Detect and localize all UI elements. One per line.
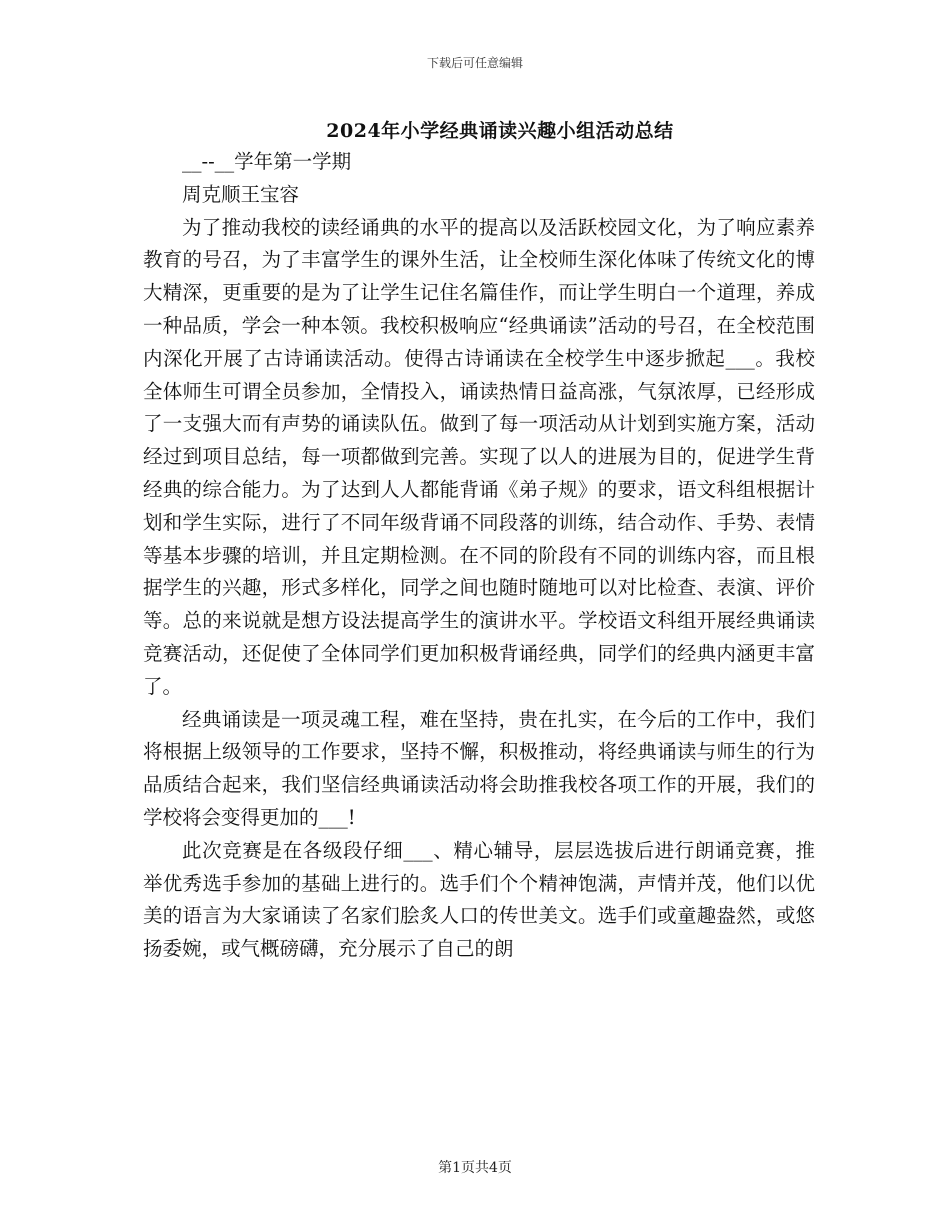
paragraph-1: 为了推动我校的读经诵典的水平的提高以及活跃校园文化，为了响应素养教育的号召，为了丰富学生的课外生活，让全校师生深化体味了传统文化的博大精深，更重要的是为了让学生记住名篇佳作，而让学生明白一个道理，养成一种品质，学会一种本领。我校积极响应“经典诵读”活动的号召，在全校范围内深化开展了古诗诵读活动。使得古诗诵读在全校学生中逐步掀起___。我校全体师生可谓全员参加，全情投入，诵读热情日益高涨，气氛浓厚，已经形成了一支强大而有声势的诵读队伍。做到了每一项活动从计划到实施方案，活动经过到项目总结，每一项都做到完善。实现了以人的进展为目的，促进学生背经典的综合能力。为了达到人人都能背诵《弟子规》的要求，语文科组根据计划和学生实际，进行了不同年级背诵不同段落的训练，结合动作、手势、表情等基本步骤的培训，并且定期检测。在不同的阶段有不同的训练内容，而且根据学生的兴趣，形式多样化，同学之间也随时随地可以对比检查、表演、评价等。总的来说就是想方设法提高学生的演讲水平。学校语文科组开展经典诵读竞赛活动，还促使了全体同学们更加积极背诵经典，同学们的经典内涵更丰富了。 bbox=[143, 215, 815, 698]
paragraph-3: 此次竞赛是在各级段仔细___、精心辅导，层层选拔后进行朗诵竞赛，推举优秀选手参加的基础上进行的。选手们个个精神饱满，声情并茂，他们以优美的语言为大家诵读了名家们脍炙人口的传世美文。选手们或童趣盎然，或悠扬委婉，或气概磅礴，充分展示了自己的朗 bbox=[143, 838, 815, 961]
authors-line: 周克顺王宝容 bbox=[182, 182, 300, 206]
paragraph-2: 经典诵读是一项灵魂工程，难在坚持，贵在扎实，在今后的工作中，我们将根据上级领导的工作要求，坚持不懈，积极推动，将经典诵读与师生的行为品质结合起来，我们坚信经典诵读活动将会助推我校各项工作的开展，我们的学校将会变得更加的___! bbox=[143, 707, 815, 829]
subtitle-line: __--__学年第一学期 bbox=[182, 150, 352, 173]
document-body bbox=[143, 146, 815, 966]
page-footer: 第1页共4页 bbox=[438, 1160, 512, 1176]
document-title: 2024年小学经典诵读兴趣小组活动总结 bbox=[326, 120, 674, 142]
header-note: 下载后可任意编辑 bbox=[426, 56, 523, 70]
